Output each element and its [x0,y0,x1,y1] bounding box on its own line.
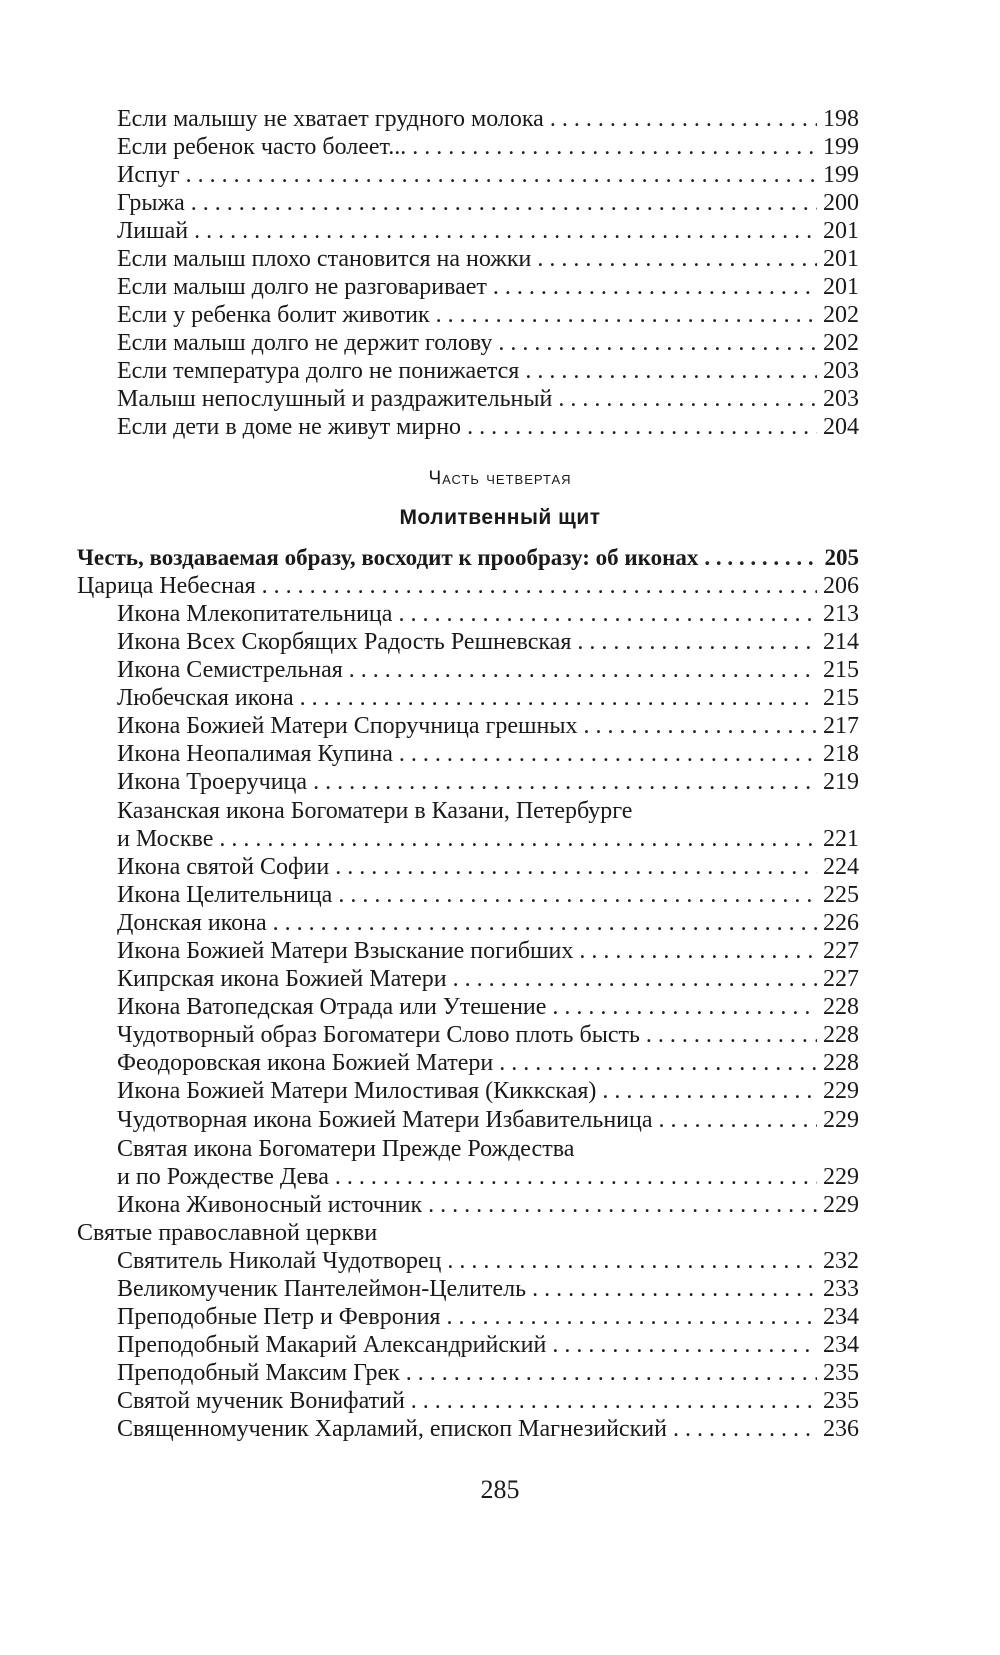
leader-dots [579,936,817,966]
leader-dots [428,1190,817,1220]
leader-dots [499,1048,817,1078]
toc-entry: Святитель Николай Чудотворец . . . 232 [117,1246,859,1276]
toc-entry: Святой мученик Вонифатий . . . 235 [117,1386,859,1416]
toc-entry: Икона Божией Матери Милостивая (Киккская) . . . 229 [117,1076,859,1106]
toc-entry: Чудотворный образ Богоматери Слово плоть бысть . . . 228 [117,1020,859,1050]
leader-dots [399,739,817,769]
toc-entry: Испуг . . . 199 [117,160,859,190]
leader-dots [338,880,817,910]
toc-entry: Если малыш плохо становится на ножки . . . 201 [117,244,859,274]
leader-dots [673,1414,817,1444]
toc-entry: Великомученик Пантелеймон-Целитель . . . 233 [117,1274,859,1304]
leader-dots [194,216,817,246]
leader-dots [349,655,817,685]
toc-entry: Если малыш долго не держит голову . . . 202 [117,328,859,358]
leader-dots [412,132,817,162]
leader-dots [446,1302,817,1332]
toc-entry-line1: Казанская икона Богоматери в Казани, Петербурге [117,798,633,824]
leader-dots [552,992,817,1022]
leader-dots [659,1105,817,1135]
toc-entry: Икона Божией Матери Споручница грешных . . . 217 [117,711,859,741]
toc-entry: Икона Ватопедская Отрада или Утешение . . . 228 [117,992,859,1022]
toc-entry: Если температура долго не понижается . . . 203 [117,356,859,386]
leader-dots [262,571,817,601]
page-number: 285 [480,1475,520,1504]
toc-entry-bold: Честь, воздаваемая образу, восходит к прообразу: об иконах . . . 205 [77,543,859,573]
leader-dots [436,300,817,330]
toc-entry: Если у ребенка болит животик . . . 202 [117,300,859,330]
leader-dots [335,852,817,882]
toc-entry: Икона Троеручица . . . 219 [117,767,859,797]
toc-entry: Икона Живоносный источник . . . 229 [117,1190,859,1220]
leader-dots [558,384,817,414]
leader-dots [583,711,817,741]
toc-entry: Преподобный Максим Грек . . . 235 [117,1358,859,1388]
leader-dots [273,908,817,938]
toc-entry: Икона Неопалимая Купина . . . 218 [117,739,859,769]
leader-dots [552,1330,817,1360]
toc-entry: Если малыш долго не разговаривает . . . 201 [117,272,859,302]
toc-entry: Икона Целительница . . . 225 [117,880,859,910]
toc-entry: Донская икона . . . 226 [117,908,859,938]
toc-entry: Лишай . . . 201 [117,216,859,246]
toc-entry: Любечская икона . . . 215 [117,683,859,713]
toc-entry: Кипрская икона Божией Матери . . . 227 [117,964,859,994]
leader-dots [467,412,817,442]
leader-dots [335,1162,817,1192]
toc-entry: Преподобный Макарий Александрийский . . . 234 [117,1330,859,1360]
leader-dots [411,1386,817,1416]
leader-dots [498,328,817,358]
leader-dots [532,1274,817,1304]
leader-dots [406,1358,817,1388]
leader-dots [300,683,817,713]
toc-entry: Икона Семистрельная . . . 215 [117,655,859,685]
leader-dots [219,824,817,854]
leader-dots [525,356,817,386]
leader-dots [453,964,817,994]
leader-dots [577,627,817,657]
toc-entry: и по Рождестве Дева . . . 229 [117,1162,859,1192]
toc-entry: Если ребенок часто болеет... . . . 199 [117,132,859,162]
toc-entry: Царица Небесная . . . 206 [77,571,859,601]
leader-dots [313,767,817,797]
toc-entry: Малыш непослушный и раздражительный . . . 203 [117,384,859,414]
leader-dots [704,543,818,573]
leader-dots [398,599,817,629]
toc-entry: Если малышу не хватает грудного молока . . . 198 [117,104,859,134]
toc-entry: Икона Божией Матери Взыскание погибших . . . 227 [117,936,859,966]
toc-entry: Чудотворная икона Божией Матери Избавительница . . . 229 [117,1105,859,1135]
toc-entry: Феодоровская икона Божией Матери . . . 228 [117,1048,859,1078]
leader-dots [537,244,817,274]
leader-dots [602,1076,817,1106]
leader-dots [447,1246,817,1276]
leader-dots [191,188,817,218]
toc-entry-line1: Святая икона Богоматери Прежде Рождества [117,1136,575,1162]
leader-dots [186,160,817,190]
section-title: Молитвенный щит [399,506,601,529]
toc-entry: Икона Всех Скорбящих Радость Решневская . . . 214 [117,627,859,657]
part-label: Часть четвертая [428,468,572,489]
toc-entry: Икона святой Софии . . . 224 [117,852,859,882]
toc-section-heading: Святые православной церкви [77,1220,378,1246]
toc-entry: и Москве . . . 221 [117,824,859,854]
toc-entry: Священномученик Харламий, епископ Магнезийский . . . 236 [117,1414,859,1444]
leader-dots [493,272,817,302]
toc-entry: Икона Млекопитательница . . . 213 [117,599,859,629]
toc-entry: Грыжа . . . 200 [117,188,859,218]
leader-dots [550,104,817,134]
leader-dots [646,1020,817,1050]
toc-entry: Преподобные Петр и Феврония . . . 234 [117,1302,859,1332]
toc-entry: Если дети в доме не живут мирно . . . 204 [117,412,859,442]
